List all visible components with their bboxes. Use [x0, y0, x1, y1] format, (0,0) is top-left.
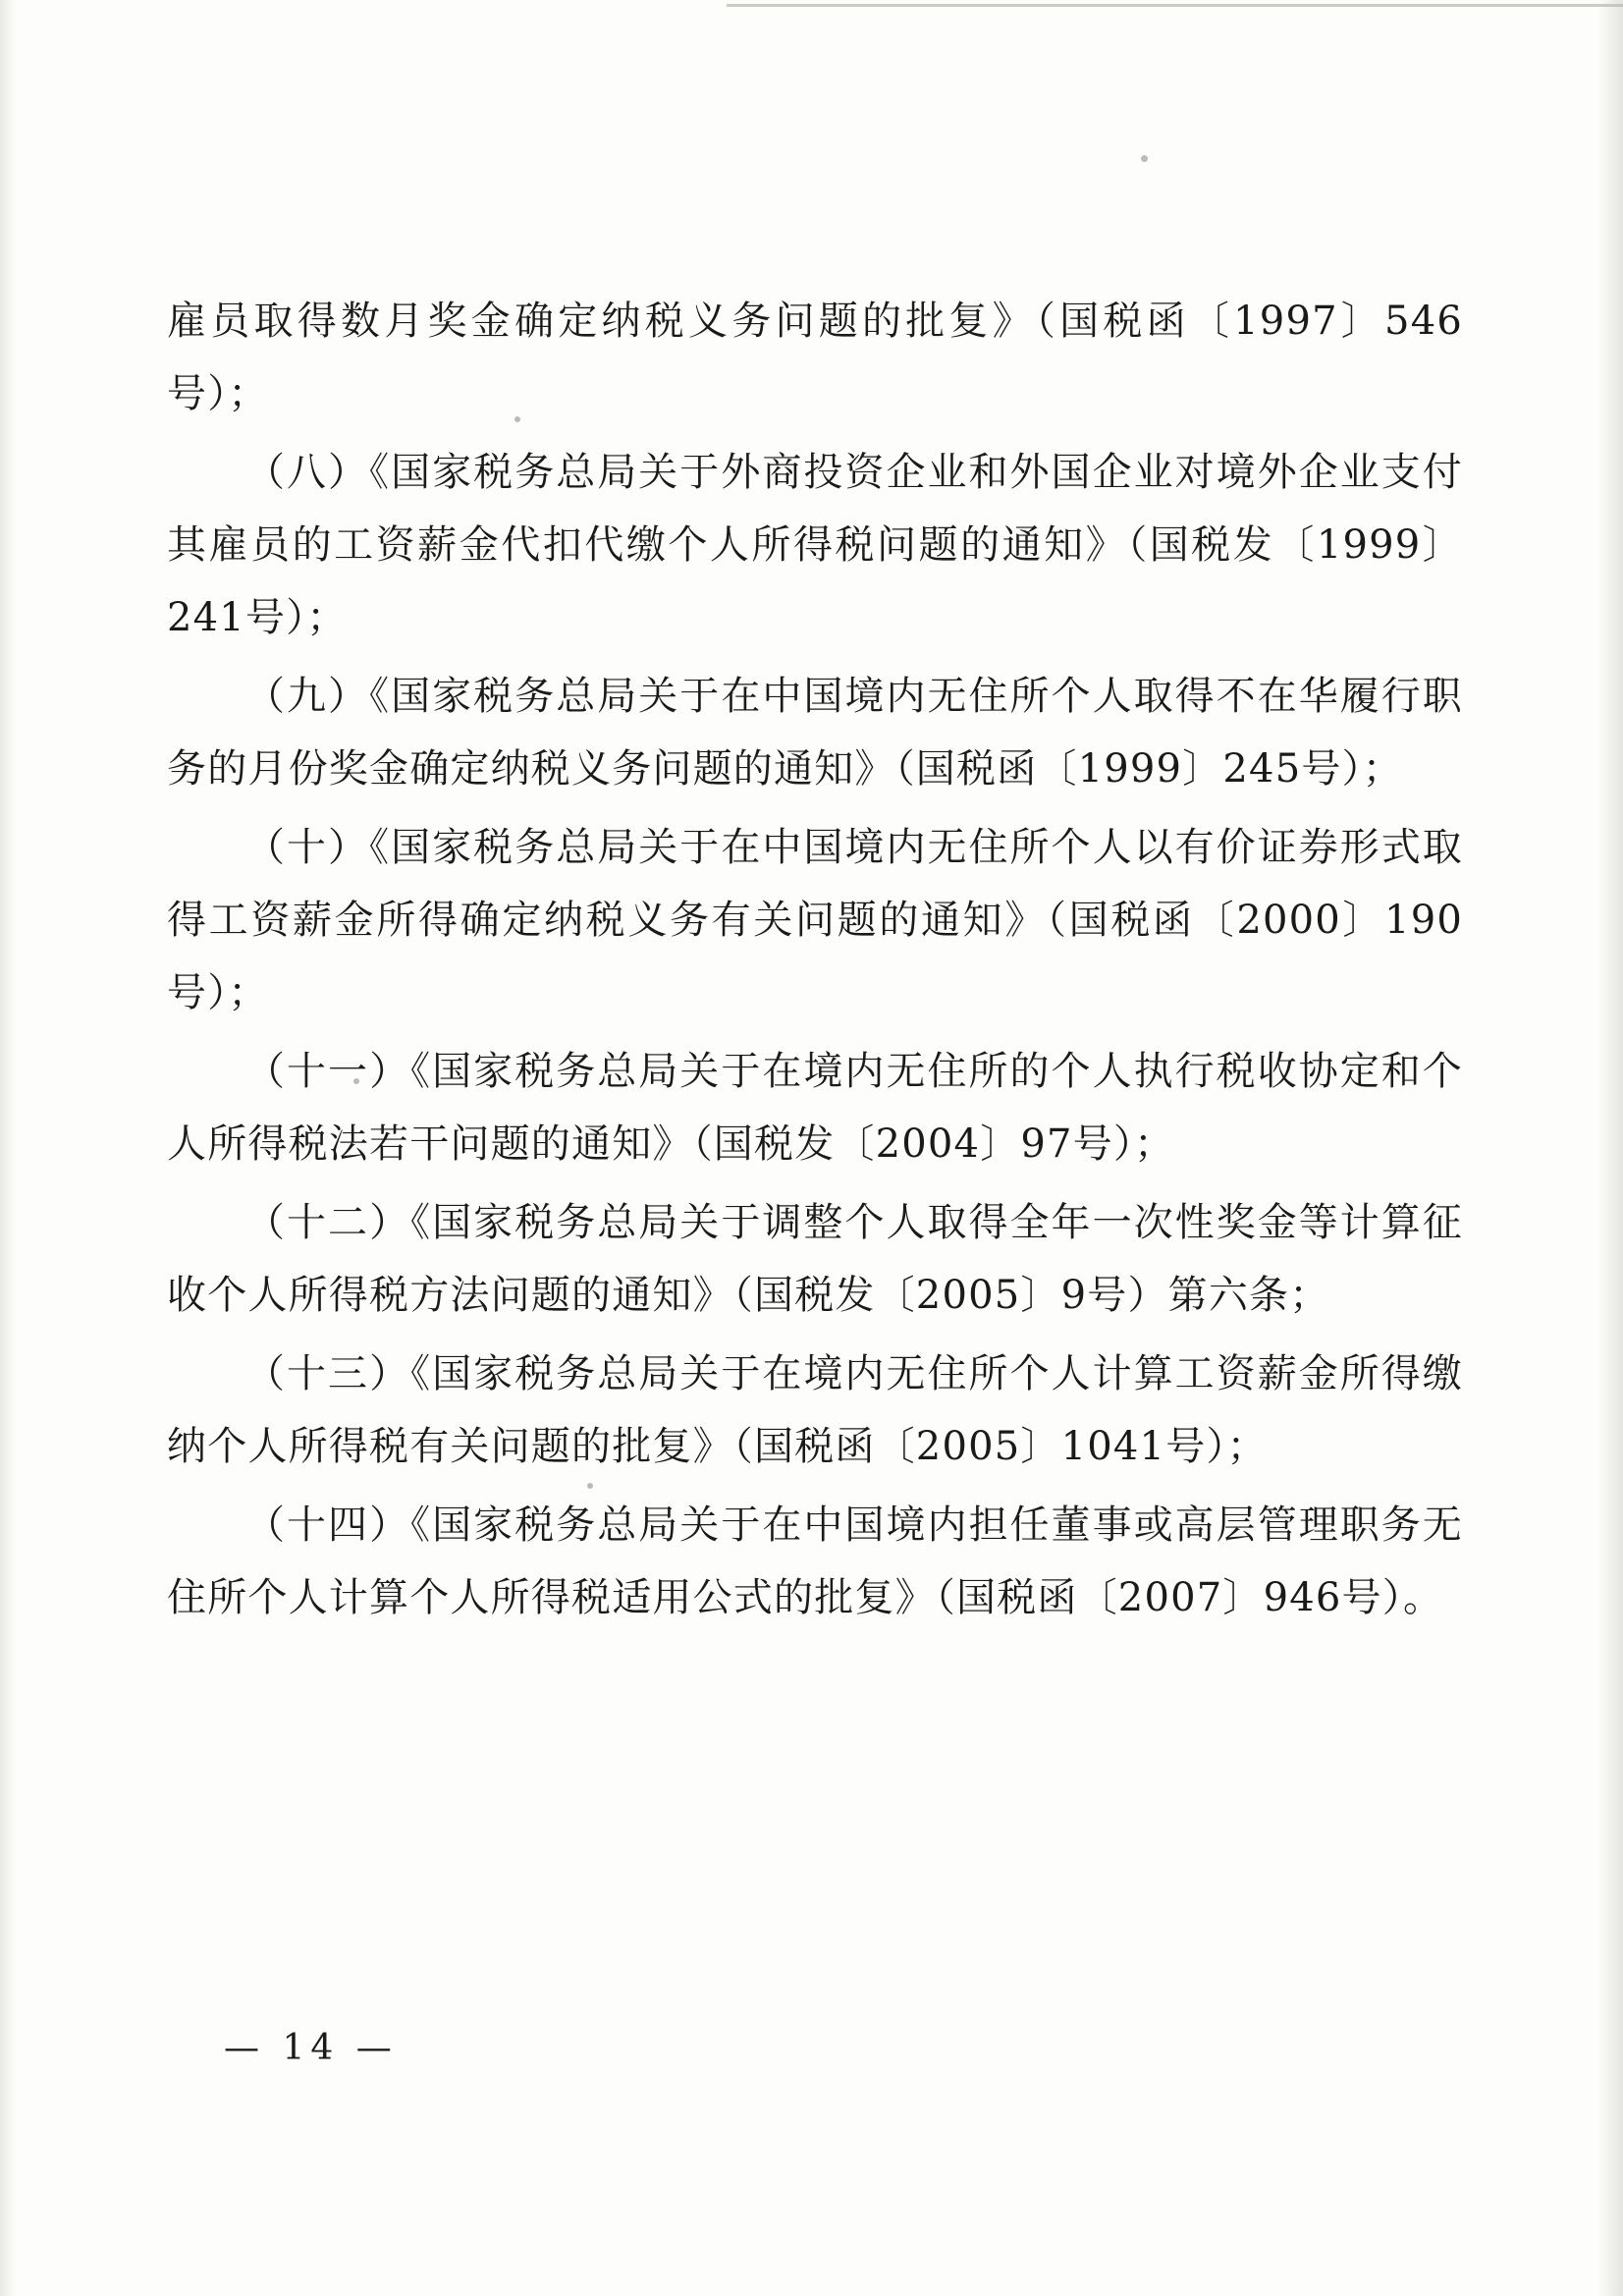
- paragraph-item-13: （十三）《国家税务总局关于在境内无住所个人计算工资薪金所得缴纳个人所得税有关问题的批复》（国税函〔2005〕1041号）；: [167, 1351, 1463, 1469]
- paragraph-item-8: （八）《国家税务总局关于外商投资企业和外国企业对境外企业支付其雇员的工资薪金代扣代缴个人所得税问题的通知》（国税发〔1999〕241号）；: [167, 450, 1463, 640]
- paragraph-item-10: （十）《国家税务总局关于在中国境内无住所个人以有价证券形式取得工资薪金所得确定纳税义务有关问题的通知》（国税函〔2000〕190号）；: [167, 825, 1463, 1015]
- paragraph-item-11: （十一）《国家税务总局关于在境内无住所的个人执行税收协定和个人所得税法若干问题的通知》（国税发〔2004〕97号）；: [167, 1049, 1463, 1167]
- scan-edge-right: [1597, 0, 1623, 2296]
- page-number: — 14 —: [224, 2028, 398, 2068]
- document-text-body: [167, 285, 1463, 1640]
- paragraph-item-9: （九）《国家税务总局关于在中国境内无住所个人取得不在华履行职务的月份奖金确定纳税义务问题的通知》（国税函〔1999〕245号）；: [167, 674, 1463, 792]
- scan-edge-left: [0, 0, 16, 2296]
- paragraph-item-12: （十二）《国家税务总局关于调整个人取得全年一次性奖金等计算征收个人所得税方法问题的通知》（国税发〔2005〕9号）第六条；: [167, 1200, 1463, 1318]
- scan-speck: [1141, 155, 1148, 162]
- scan-top-artifact: [727, 4, 1623, 7]
- paragraph-item-14: （十四）《国家税务总局关于在中国境内担任董事或高层管理职务无住所个人计算个人所得税适用公式的批复》（国税函〔2007〕946号）。: [167, 1503, 1463, 1620]
- paragraph-continuation: 雇员取得数月奖金确定纳税义务问题的批复》（国税函〔1997〕546号）；: [167, 299, 1463, 416]
